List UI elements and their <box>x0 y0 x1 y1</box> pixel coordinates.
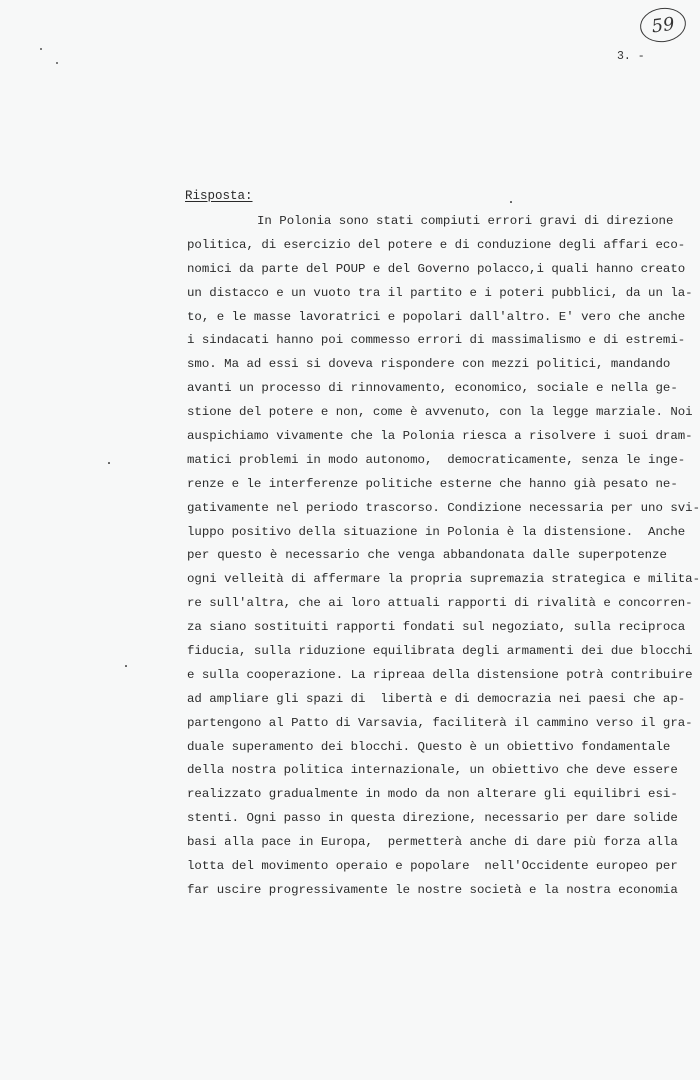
text-line: lotta del movimento operaio e popolare nell'Occidente europeo per <box>187 859 678 874</box>
text-line: un distacco e un vuoto tra il partito e i poteri pubblici, da un la- <box>187 285 693 300</box>
paper-speck <box>108 462 110 464</box>
text-line: realizzato gradualmente in modo da non alterare gli equilibri esi- <box>187 787 678 802</box>
text-line: avanti un processo di rinnovamento, economico, sociale e nella ge- <box>187 381 678 396</box>
paper-speck <box>125 665 127 667</box>
text-line: ogni velleità di affermare la propria supremazia strategica e milita- <box>187 572 700 587</box>
archive-stamp <box>638 5 688 45</box>
text-line: auspichiamo vivamente che la Polonia riesca a risolvere i suoi dram- <box>187 429 693 444</box>
page-number: 3. - <box>617 50 645 63</box>
text-line: stione del potere e non, come è avvenuto, con la legge marziale. Noi <box>187 405 693 420</box>
text-line: nomici da parte del POUP e del Governo polacco,i quali hanno creato <box>187 261 686 276</box>
text-line: to, e le masse lavoratrici e popolari dall'altro. E' vero che anche <box>187 309 686 324</box>
text-line: duale superamento dei blocchi. Questo è un obiettivo fondamentale <box>187 739 671 754</box>
text-line: In Polonia sono stati compiuti errori gravi di direzione <box>257 214 674 228</box>
paper-speck <box>40 48 42 50</box>
text-line: e sulla cooperazione. La ripreaa della distensione potrà contribuire <box>187 667 693 682</box>
paper-speck <box>56 62 58 64</box>
text-line: luppo positivo della situazione in Polonia è la distensione. Anche <box>187 524 686 539</box>
text-line: re sull'altra, che ai loro attuali rapporti di rivalità e concorren- <box>187 596 693 611</box>
text-line: partengono al Patto di Varsavia, faciliterà il cammino verso il gra- <box>187 715 693 730</box>
text-line: renze e le interferenze politiche esterne che hanno già pesato ne- <box>187 476 678 491</box>
body-text <box>187 210 700 903</box>
text-line: fiducia, sulla riduzione equilibrata degli armamenti dei due blocchi <box>187 644 693 659</box>
archive-stamp-number: 59 <box>650 13 676 37</box>
text-line: za siano sostituiti rapporti fondati sul negoziato, sulla reciproca <box>187 620 686 635</box>
text-line: smo. Ma ad essi si doveva rispondere con mezzi politici, mandando <box>187 357 671 372</box>
text-line: i sindacati hanno poi commesso errori di massimalismo e di estremi- <box>187 333 686 348</box>
text-line: politica, di esercizio del potere e di conduzione degli affari eco- <box>187 237 686 252</box>
text-line: ad ampliare gli spazi di libertà e di democrazia nei paesi che ap- <box>187 691 686 706</box>
text-line: stenti. Ogni passo in questa direzione, necessario per dare solide <box>187 811 678 826</box>
section-heading: Risposta: <box>185 189 253 203</box>
text-line: basi alla pace in Europa, permetterà anche di dare più forza alla <box>187 835 678 850</box>
text-line: per questo è necessario che venga abbandonata dalle superpotenze <box>187 548 667 563</box>
paper-speck <box>510 201 512 203</box>
text-line: far uscire progressivamente le nostre società e la nostra economia <box>187 882 678 897</box>
text-line: della nostra politica internazionale, un obiettivo che deve essere <box>187 763 678 778</box>
text-line: gativamente nel periodo trascorso. Condizione necessaria per uno svi- <box>187 500 700 515</box>
text-line: matici problemi in modo autonomo, democraticamente, senza le inge- <box>187 452 686 467</box>
